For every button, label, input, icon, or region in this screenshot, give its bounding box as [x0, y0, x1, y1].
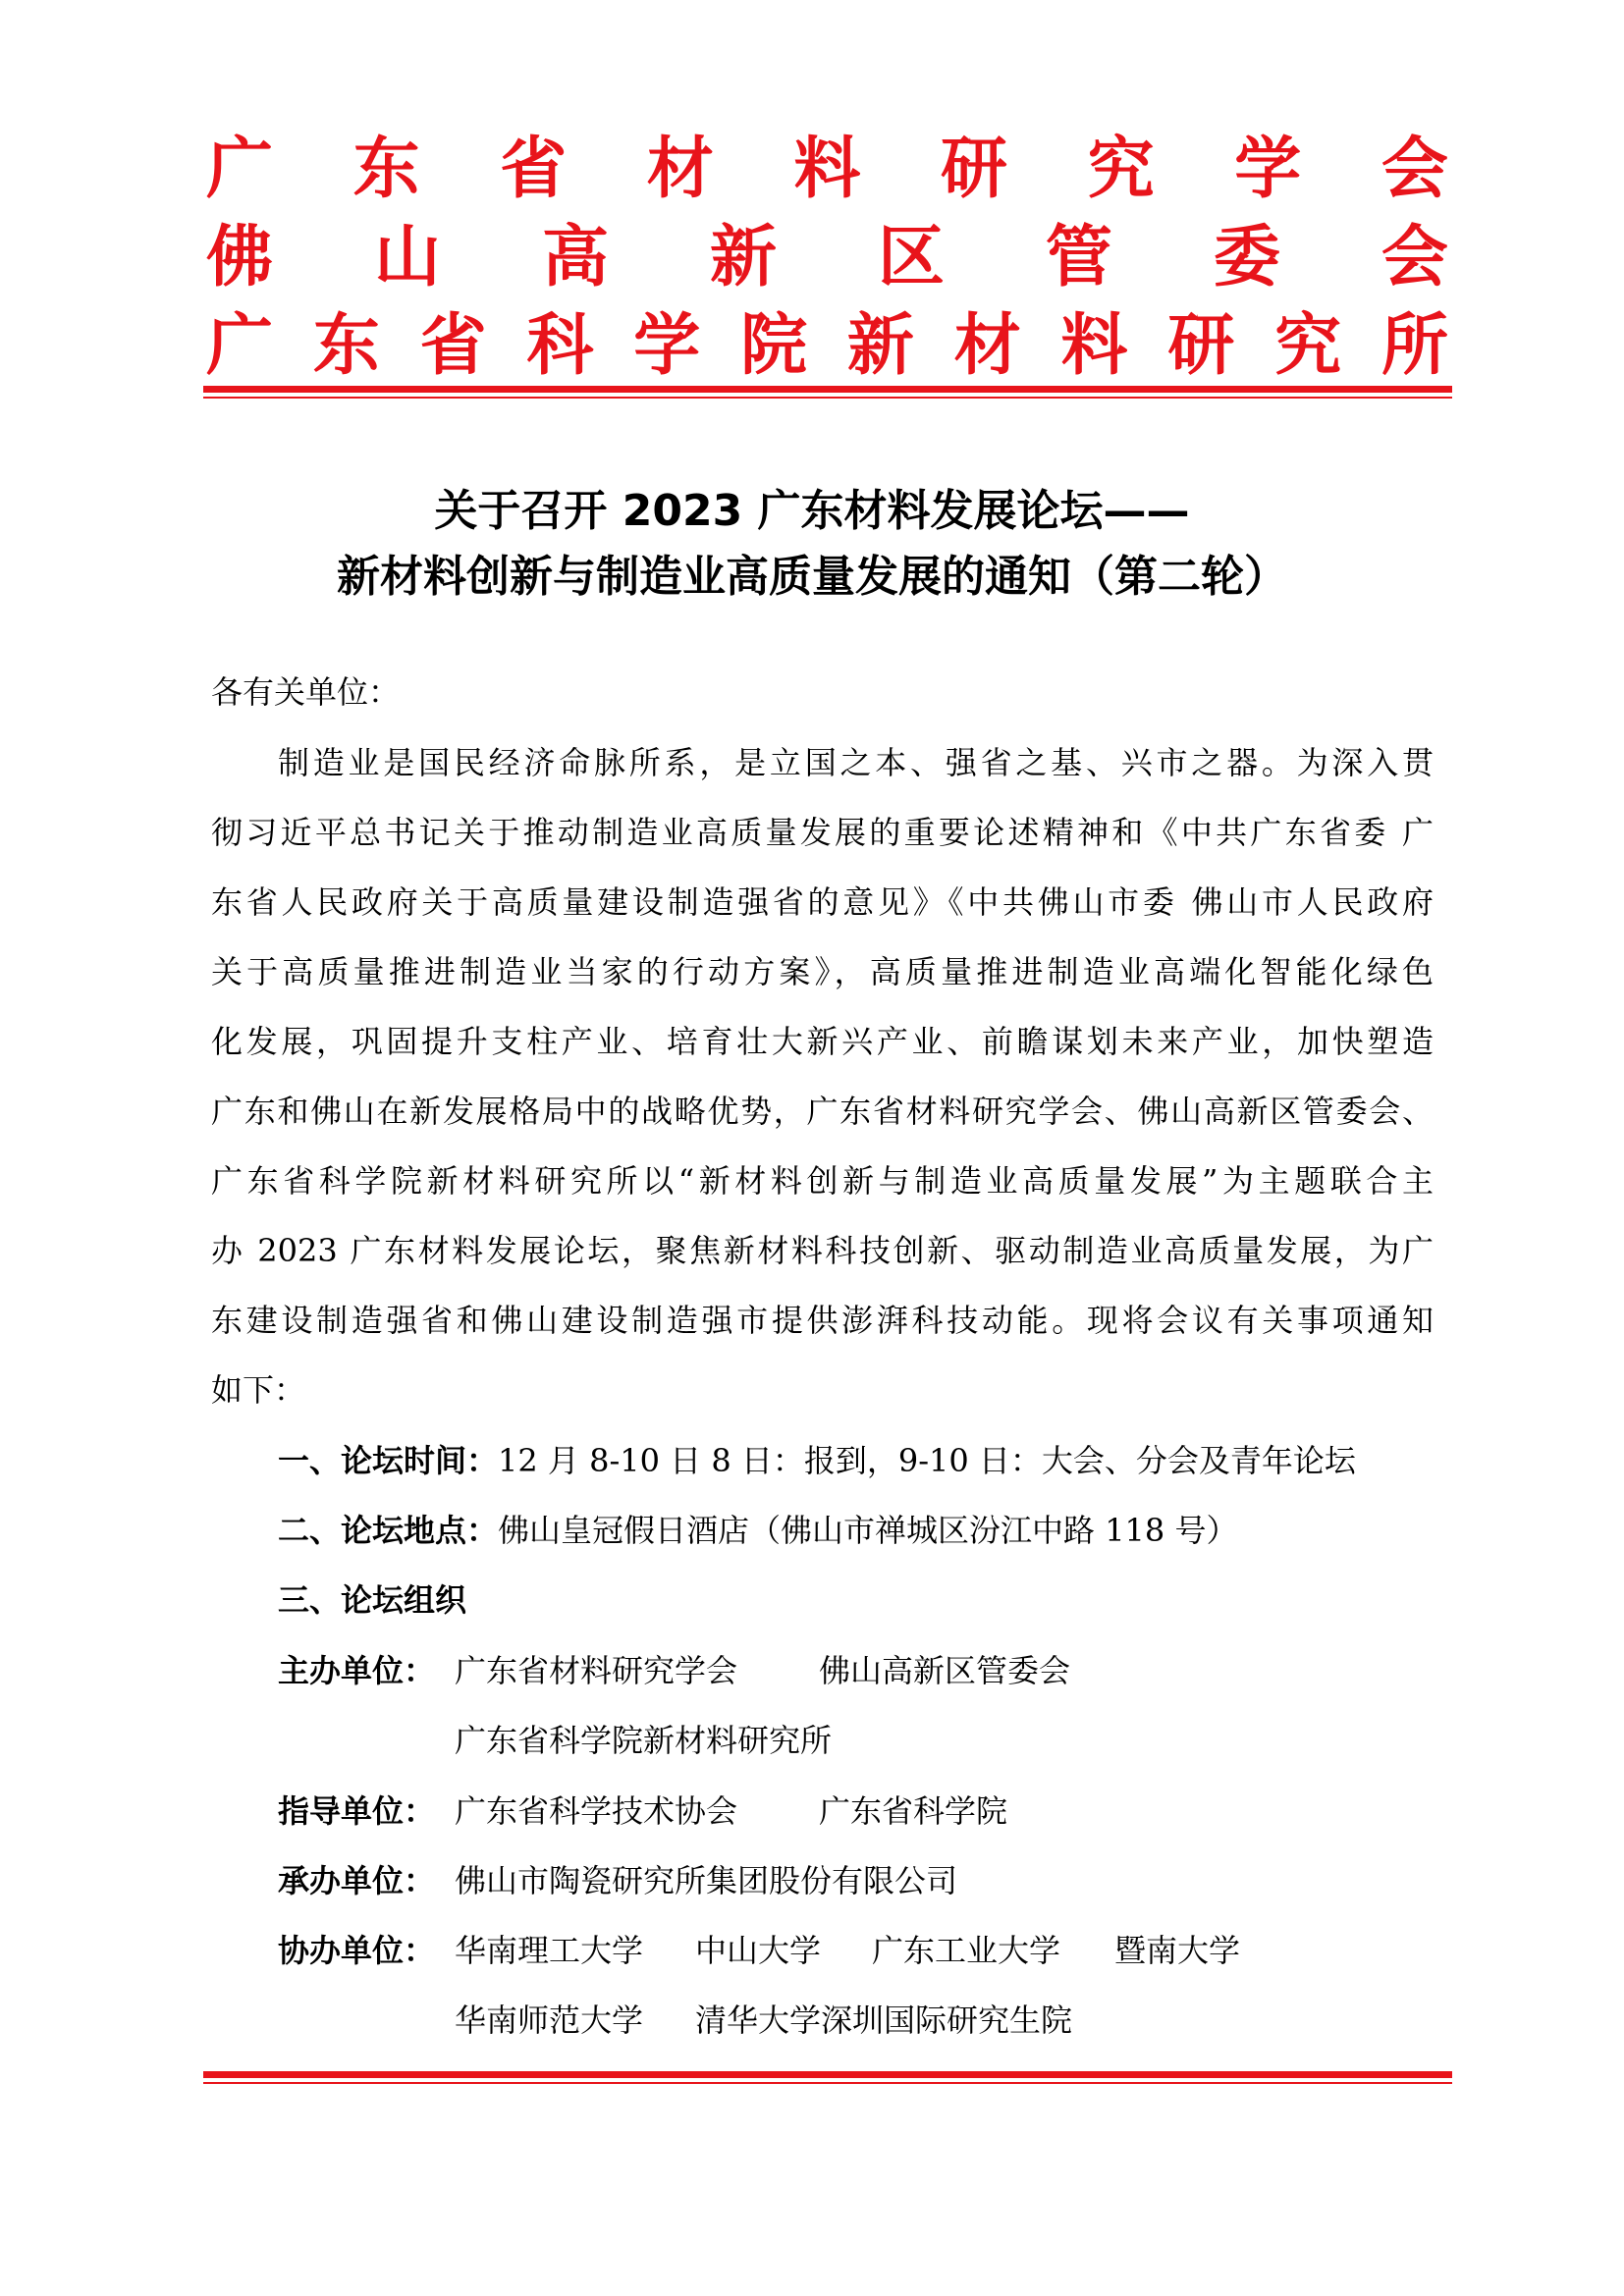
footer-rule-thin [203, 2082, 1452, 2084]
letterhead-char: 学 [1234, 131, 1302, 208]
assist-org: 暨南大学 [1114, 1932, 1241, 1969]
assist-org: 华南师范大学 [455, 2002, 644, 2039]
forum-place [278, 1512, 1237, 1549]
assist-org: 中山大学 [695, 1932, 822, 1969]
letterhead-char: 材 [646, 131, 714, 208]
letterhead-rule-thin [203, 397, 1452, 399]
assist-label: 协办单位： [278, 1932, 436, 1969]
letterhead-line-1 [206, 126, 1448, 214]
notice-title-line-1: 关于召开 2023 广东材料发展论坛—— [434, 486, 1190, 536]
letterhead-char: 委 [1213, 219, 1280, 296]
forum-organization-label: 三、论坛组织 [278, 1581, 467, 1619]
letterhead-char: 山 [373, 219, 441, 296]
forum-time-label: 一、论坛时间： [278, 1442, 499, 1479]
body-line: 广东省科学院新材料研究所以“新材料创新与制造业高质量发展”为主题联合主 [211, 1162, 1434, 1200]
assist-org: 广东工业大学 [872, 1932, 1061, 1969]
letterhead-char: 材 [953, 307, 1021, 385]
letterhead-char: 研 [1167, 307, 1235, 385]
body-line: 广东和佛山在新发展格局中的战略优势，广东省材料研究学会、佛山高新区管委会、 [211, 1093, 1434, 1130]
letterhead-char: 院 [740, 307, 808, 385]
forum-place-value: 佛山皇冠假日酒店（佛山市禅城区汾江中路 118 号） [498, 1512, 1238, 1549]
footer-rule-thick [203, 2071, 1452, 2078]
body-line: 办 2023 广东材料发展论坛，聚焦新材料科技创新、驱动制造业高质量发展，为广 [211, 1232, 1434, 1269]
letterhead-char: 料 [793, 131, 861, 208]
letterhead-char: 东 [352, 131, 420, 208]
salutation: 各有关单位： [211, 673, 401, 711]
notice-title-line-2: 新材料创新与制造业高质量发展的通知（第二轮） [337, 552, 1287, 602]
letterhead-char: 会 [1380, 219, 1448, 296]
letterhead-char: 管 [1045, 219, 1112, 296]
host-org: 广东省科学院新材料研究所 [455, 1722, 833, 1759]
host-label: 主办单位： [278, 1652, 436, 1689]
letterhead-char: 料 [1060, 307, 1128, 385]
host-org: 佛山高新区管委会 [819, 1652, 1071, 1689]
letterhead-line-3 [206, 302, 1448, 391]
letterhead-char: 广 [206, 307, 274, 385]
undertake-org: 佛山市陶瓷研究所集团股份有限公司 [455, 1862, 958, 1899]
letterhead-line-2 [206, 214, 1448, 302]
letterhead-char: 研 [941, 131, 1008, 208]
host-org: 广东省材料研究学会 [455, 1652, 738, 1689]
guide-label: 指导单位： [278, 1792, 436, 1830]
letterhead-char: 高 [541, 219, 609, 296]
letterhead-char: 新 [709, 219, 777, 296]
body-line: 东建设制造强省和佛山建设制造强市提供澎湃科技动能。现将会议有关事项通知 [211, 1302, 1434, 1339]
forum-place-label: 二、论坛地点： [278, 1512, 499, 1549]
body-line: 如下： [211, 1371, 306, 1409]
letterhead-char: 会 [1380, 131, 1448, 208]
guide-org: 广东省科学技术协会 [455, 1792, 738, 1830]
letterhead-char: 学 [633, 307, 701, 385]
letterhead-char: 省 [500, 131, 568, 208]
letterhead-char: 科 [526, 307, 594, 385]
guide-org: 广东省科学院 [819, 1792, 1008, 1830]
body-line: 化发展，巩固提升支柱产业、培育壮大新兴产业、前瞻谋划未来产业，加快塑造 [211, 1023, 1434, 1060]
assist-org: 华南理工大学 [455, 1932, 644, 1969]
letterhead-char: 区 [877, 219, 945, 296]
letterhead-char: 省 [419, 307, 487, 385]
letterhead-rule-thick [203, 386, 1452, 393]
letterhead-char: 佛 [206, 219, 274, 296]
body-line: 关于高质量推进制造业当家的行动方案》，高质量推进制造业高端化智能化绿色 [211, 953, 1434, 990]
forum-organization-heading [278, 1581, 466, 1619]
undertake-label: 承办单位： [278, 1862, 436, 1899]
letterhead-char: 所 [1380, 307, 1448, 385]
letterhead-char: 东 [312, 307, 380, 385]
forum-time-value: 12 月 8-10 日 8 日：报到，9-10 日：大会、分会及青年论坛 [498, 1442, 1356, 1479]
body-line: 彻习近平总书记关于推动制造业高质量发展的重要论述精神和《中共广东省委 广 [211, 814, 1434, 851]
letterhead-char: 广 [206, 131, 274, 208]
body-line: 制造业是国民经济命脉所系，是立国之本、强省之基、兴市之器。为深入贯 [278, 744, 1434, 781]
body-line: 东省人民政府关于高质量建设制造强省的意见》《中共佛山市委 佛山市人民政府 [211, 883, 1434, 921]
assist-org: 清华大学深圳国际研究生院 [695, 2002, 1073, 2039]
letterhead-char: 新 [846, 307, 914, 385]
letterhead-char: 究 [1087, 131, 1155, 208]
forum-time [278, 1442, 1356, 1479]
letterhead-char: 究 [1274, 307, 1342, 385]
